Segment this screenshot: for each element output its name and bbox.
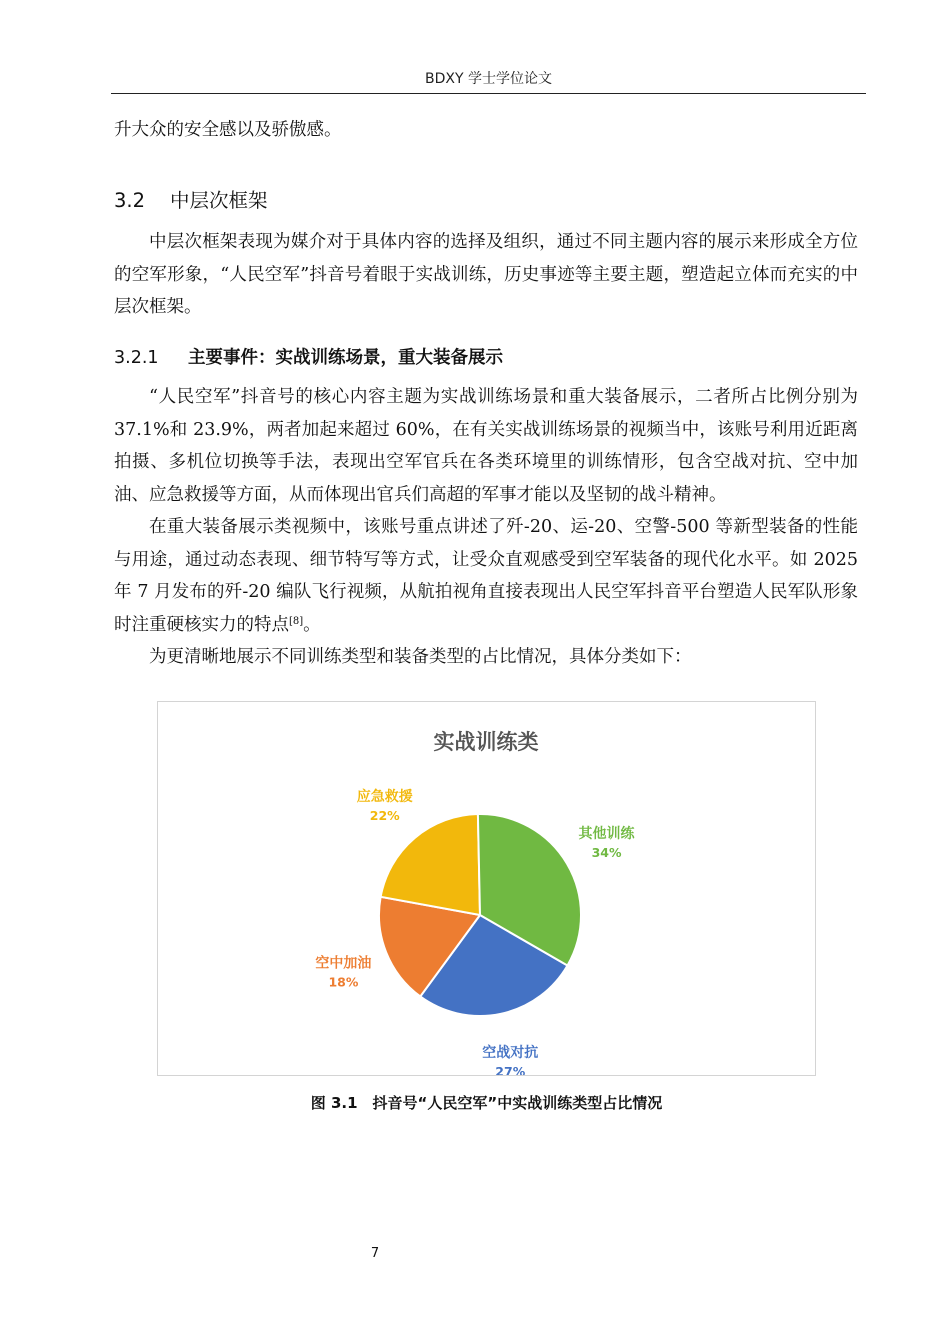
slice-category-label-1: 空战对抗 xyxy=(482,1044,539,1061)
slice-value-label-2: 18% xyxy=(328,974,359,990)
section-3-2-body xyxy=(114,226,858,324)
paragraph-equipment-end: 。 xyxy=(303,614,321,635)
section-3-2-paragraph: 中层次框架表现为媒介对于具体内容的选择及组织，通过不同主题内容的展示来形成全方位的空军形象，“人民空军”抖音号着眼于实战训练，历史事迹等主要主题，塑造起立体而充实的中层次框架。 xyxy=(114,232,858,317)
figure-caption: 图 3.1 抖音号“人民空军”中实战训练类型占比情况 xyxy=(310,1094,663,1112)
citation-reference[interactable]: [8] xyxy=(289,615,304,627)
section-3-2-1-body xyxy=(114,381,858,674)
pie-slice-3 xyxy=(381,814,480,915)
slice-value-label-4: 34% xyxy=(591,845,622,861)
pie-chart xyxy=(158,702,815,1075)
paragraph-core-content: “人民空军”抖音号的核心内容主题为实战训练场景和重大装备展示，二者所占比例分别为 37.1%和 23.9%，两者加起来超过 60%，在有关实战训练场景的视频当中，该账号利用近距离拍摄、多机位切换等手法，表现出空军官兵在各类环境里的训练情形，包含空战对抗、空中加油、应急救援等方面，从而体现出官兵们高超的军事才能以及坚韧的战斗精神。 xyxy=(114,387,858,505)
paragraph-chart-intro: 为更清晰地展示不同训练类型和装备类型的占比情况，具体分类如下： xyxy=(149,647,692,667)
running-header xyxy=(111,68,866,94)
slice-value-label-3: 22% xyxy=(369,808,400,824)
chart-area xyxy=(157,701,816,1076)
continuation-text: 升大众的安全感以及骄傲感。 xyxy=(114,120,342,140)
subsection-title: 主要事件：实战训练场景，重大装备展示 xyxy=(188,348,503,368)
subsection-heading-3-2-1 xyxy=(114,343,503,373)
chart-title: 实战训练类 xyxy=(433,730,539,754)
running-header-title: BDXY 学士学位论文 xyxy=(425,71,552,87)
slice-category-label-3: 应急救援 xyxy=(356,789,413,806)
section-number: 3.2 xyxy=(114,189,146,212)
slice-category-label-2: 空中加油 xyxy=(315,955,372,972)
page-number: 7 xyxy=(370,1246,380,1261)
paragraph-equipment xyxy=(114,511,858,641)
slice-category-label-4: 其他训练 xyxy=(578,826,635,843)
section-heading-3-2 xyxy=(114,186,268,216)
section-title: 中层次框架 xyxy=(170,189,268,212)
subsection-number: 3.2.1 xyxy=(114,348,159,368)
slice-value-label-1: 27% xyxy=(495,1063,526,1075)
paragraph-equipment-text: 在重大装备展示类视频中，该账号重点讲述了歼-20、运-20、空警-500 等新型装备的性能与用途，通过动态表现、细节特写等方式，让受众直观感受到空军装备的现代化水平。如 2025 年 7 月发布的歼-20 编队飞行视频，从航拍视角直接表现出人民空军抖音平台塑造人民军队形象时注重硬核实力的特点 xyxy=(114,517,858,635)
continuation-paragraph xyxy=(114,114,858,147)
